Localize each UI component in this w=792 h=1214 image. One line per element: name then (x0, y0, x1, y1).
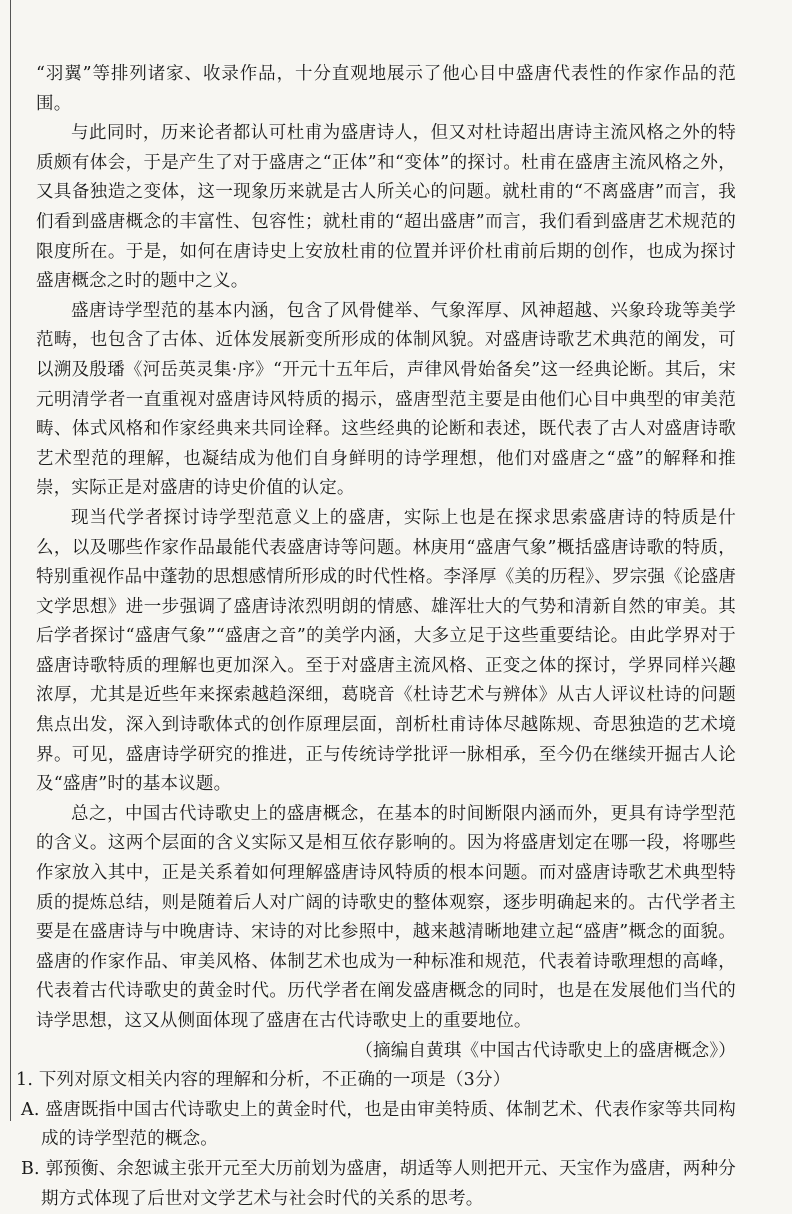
option-a (21, 1096, 736, 1155)
question-stem: 1. 下列对原文相关内容的理解和分析，不正确的一项是（3分） (16, 1070, 511, 1091)
option-b (21, 1155, 736, 1214)
option-b-text: B. 郭预衡、余恕诚主张开元至大历前划为盛唐，胡适等人则把开元、天宝作为盛唐，两种分期方式体现了后世对文学艺术与社会时代的关系的思考。 (21, 1158, 736, 1209)
paragraph-4: 现当代学者探讨诗学型范意义上的盛唐，实际上也是在探求思索盛唐诗的特质是什么，以及哪些作家作品最能代表盛唐诗等问题。林庚用“盛唐气象”概括盛唐诗歌的特质，特别重视作品中蓬勃的思想感情所形成的时代性格。李泽厚《美的历程》、罗宗强《论盛唐文学思想》进一步强调了盛唐诗浓烈明朗的情感、雄浑壮大的气势和清新自然的审美。其后学者探讨“盛唐气象”“盛唐之音”的美学内涵，大多立足于这些重要结论。由此学界对于盛唐诗歌特质的理解也更加深入。至于对盛唐主流风格、正变之体的探讨，学界同样兴趣浓厚，尤其是近些年来探索越趋深细，葛晓音《杜诗艺术与辨体》从古人评议杜诗的问题焦点出发，深入到诗歌体式的创作原理层面，剖析杜甫诗体尽越陈规、奇思独造的艺术境界。可见，盛唐诗学研究的推进，正与传统诗学批评一脉相承，至今仍在继续开掘古人论及“盛唐”时的基本议题。 (36, 507, 736, 795)
paragraph-2: 与此同时，历来论者都认可杜甫为盛唐诗人，但又对杜诗超出唐诗主流风格之外的特质颇有体会，于是产生了对于盛唐之“正体”和“变体”的探讨。杜甫在盛唐主流风格之外，又具备独造之变体，这一现象历来就是古人所关心的问题。就杜甫的“不离盛唐”而言，我们看到盛唐概念的丰富性、包容性；就杜甫的“超出盛唐”而言，我们看到盛唐艺术规范的限度所在。于是，如何在唐诗史上安放杜甫的位置并评价杜甫前后期的创作，也成为探讨盛唐概念之时的题中之义。 (36, 123, 736, 292)
paragraph-continued: “羽翼”等排列诸家、收录作品，十分直观地展示了他心目中盛唐代表性的作家作品的范围。 (36, 64, 736, 114)
paragraph-5: 总之，中国古代诗歌史上的盛唐概念，在基本的时间断限内涵而外，更具有诗学型范的含义。这两个层面的含义实际又是相互依存影响的。因为将盛唐划定在哪一段，将哪些作家放入其中，正是关系着如何理解盛唐诗风特质的根本问题。而对盛唐诗歌艺术典型特质的提炼总结，则是随着后人对广阔的诗歌史的整体观察，逐步明确起来的。古代学者主要是在盛唐诗与中晚唐诗、宋诗的对比参照中，越来越清晰地建立起“盛唐”概念的面貌。盛唐的作家作品、审美风格、体制艺术也成为一种标准和规范，代表着诗歌理想的高峰，代表着古代诗歌史的黄金时代。历代学者在阐发盛唐概念的同时，也是在发展他们当代的诗学思想，这又从侧面体现了盛唐在古代诗歌史上的重要地位。 (36, 803, 736, 1031)
question-1 (16, 1066, 736, 1214)
paragraph-3: 盛唐诗学型范的基本内涵，包含了风骨健举、气象浑厚、风神超越、兴象玲珑等美学范畴，也包含了古体、近体发展新变所形成的体制风貌。对盛唐诗歌艺术典范的阐发，可以溯及殷璠《河岳英灵集·序》“开元十五年后，声律风骨始备矣”这一经典论断。其后，宋元明清学者一直重视对盛唐诗风特质的揭示，盛唐型范主要是由他们心目中典型的审美范畴、体式风格和作家经典来共同诠释。这些经典的论断和表述，既代表了古人对盛唐诗歌艺术型范的理解，也凝结成为他们自身鲜明的诗学理想，他们对盛唐之“盛”的解释和推崇，实际正是对盛唐的诗史价值的认定。 (36, 300, 736, 499)
source-citation: （摘编自黄琪《中国古代诗歌史上的盛唐概念》） (355, 1040, 736, 1061)
option-a-text: A. 盛唐既指中国古代诗歌史上的黄金时代，也是由审美特质、体制艺术、代表作家等共同构成的诗学型范的概念。 (21, 1099, 736, 1150)
article-body (16, 60, 736, 1214)
binding-margin-line (10, 0, 11, 1121)
